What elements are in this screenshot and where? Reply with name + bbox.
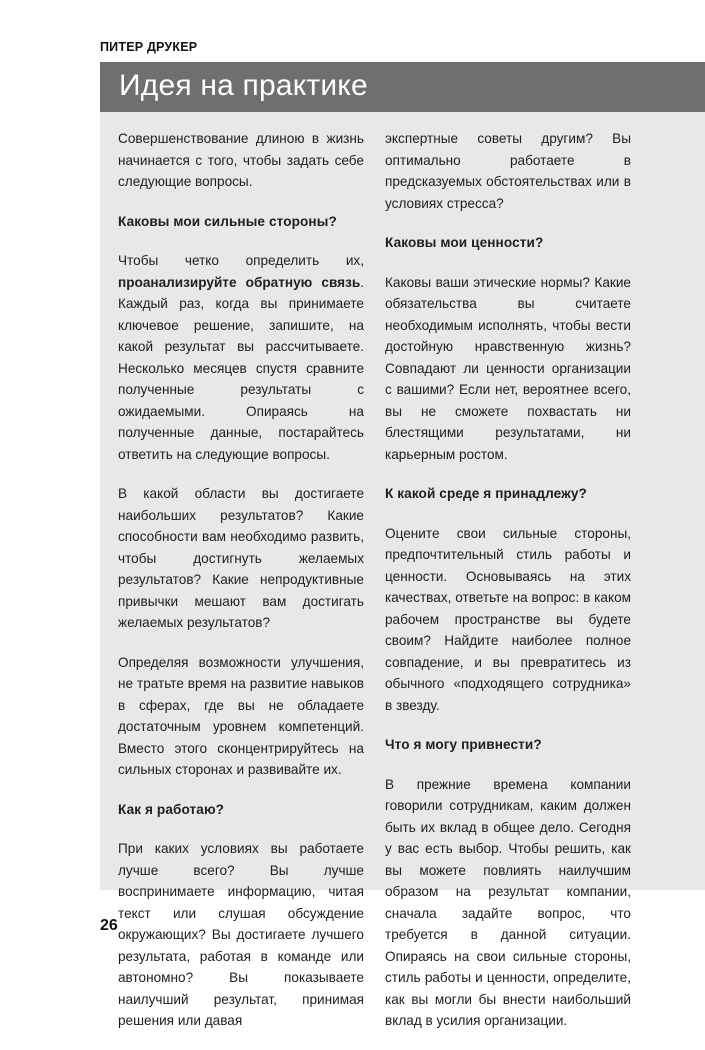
question-heading: К какой среде я принадлежу?	[385, 486, 587, 501]
question-heading: Каковы мои ценности?	[385, 235, 544, 250]
text-run: . Каждый раз, когда вы принимаете ключевое решение, запишите, на какой результат вы рассчитываете. Несколько месяцев спустя сравните полученные результаты с ожидаемыми. Опираясь на полученные данные, постарайтесь ответить на следующие вопросы.	[118, 274, 364, 462]
body-paragraph	[118, 250, 364, 465]
question-heading: Каковы мои сильные стороны?	[118, 213, 337, 229]
question-heading: Как я работаю?	[118, 801, 225, 817]
right-column	[385, 128, 631, 1050]
body-paragraph: Каковы ваши этические нормы? Какие обязательства вы считаете необходимым исполнять, чтобы вести достойную нравственную жизнь? Совпадают ли ценности организации с вашими? Если нет, вероятнее всего, вы не сможете похвастать ни блестящими результатами, ни карьерным ростом.	[385, 274, 631, 462]
body-paragraph: В прежние времена компании говорили сотрудникам, каким должен быть их вклад в общее дело. Сегодня у вас есть выбор. Чтобы решить, как вы можете повлиять наилучшим образом на результат компании, сначала задайте вопрос, что требуется в данной ситуации. Опираясь на свои сильные стороны, стиль работы и ценности, определите, как вы могли бы внести наибольший вклад в усилия организации.	[385, 776, 631, 1028]
title-bar	[100, 62, 705, 112]
running-head: ПИТЕР ДРУКЕР	[100, 40, 198, 54]
bold-phrase: проанализируйте обратную связь	[118, 274, 361, 290]
body-paragraph: экспертные советы другим? Вы оптимально работаете в предсказуемых обстоятельствах или в условиях стресса?	[385, 131, 631, 211]
intro-paragraph: Совершенствование длиною в жизнь начинается с того, чтобы задать себе следующие вопросы.	[118, 131, 364, 189]
page-number: 26	[100, 917, 118, 934]
body-paragraph: При каких условиях вы работаете лучше всего? Вы лучше воспринимаете информацию, читая текст или слушая обсуждение окружающих? Вы достигаете лучшего результата, работая в команде или автономно? Вы показываете наилучший результат, принимая решения или давая	[118, 841, 364, 1028]
page-title: Идея на практике	[119, 69, 368, 102]
body-paragraph: В какой области вы достигаете наибольших результатов? Какие способности вам необходимо развить, чтобы достигнуть желаемых результатов? Какие непродуктивные привычки мешают вам достигать желаемых результатов?	[118, 486, 364, 630]
body-paragraph: Определяя возможности улучшения, не тратьте время на развитие навыков в сферах, где вы не обладаете достаточным уровнем компетенций. Вместо этого сконцентрируйтесь на сильных сторонах и развивайте их.	[118, 654, 364, 777]
left-column	[118, 128, 364, 1050]
body-paragraph: Оцените свои сильные стороны, предпочтительный стиль работы и ценности. Основываясь на этих качествах, ответьте на вопрос: в каком рабочем пространстве вы будете своим? Найдите наиболее полное совпадение, и вы превратитесь из обычного «подходящего сотрудника» в звезду.	[385, 525, 631, 713]
text-run: Чтобы четко определить их,	[118, 253, 364, 268]
question-heading: Что я могу привнести?	[385, 737, 542, 752]
